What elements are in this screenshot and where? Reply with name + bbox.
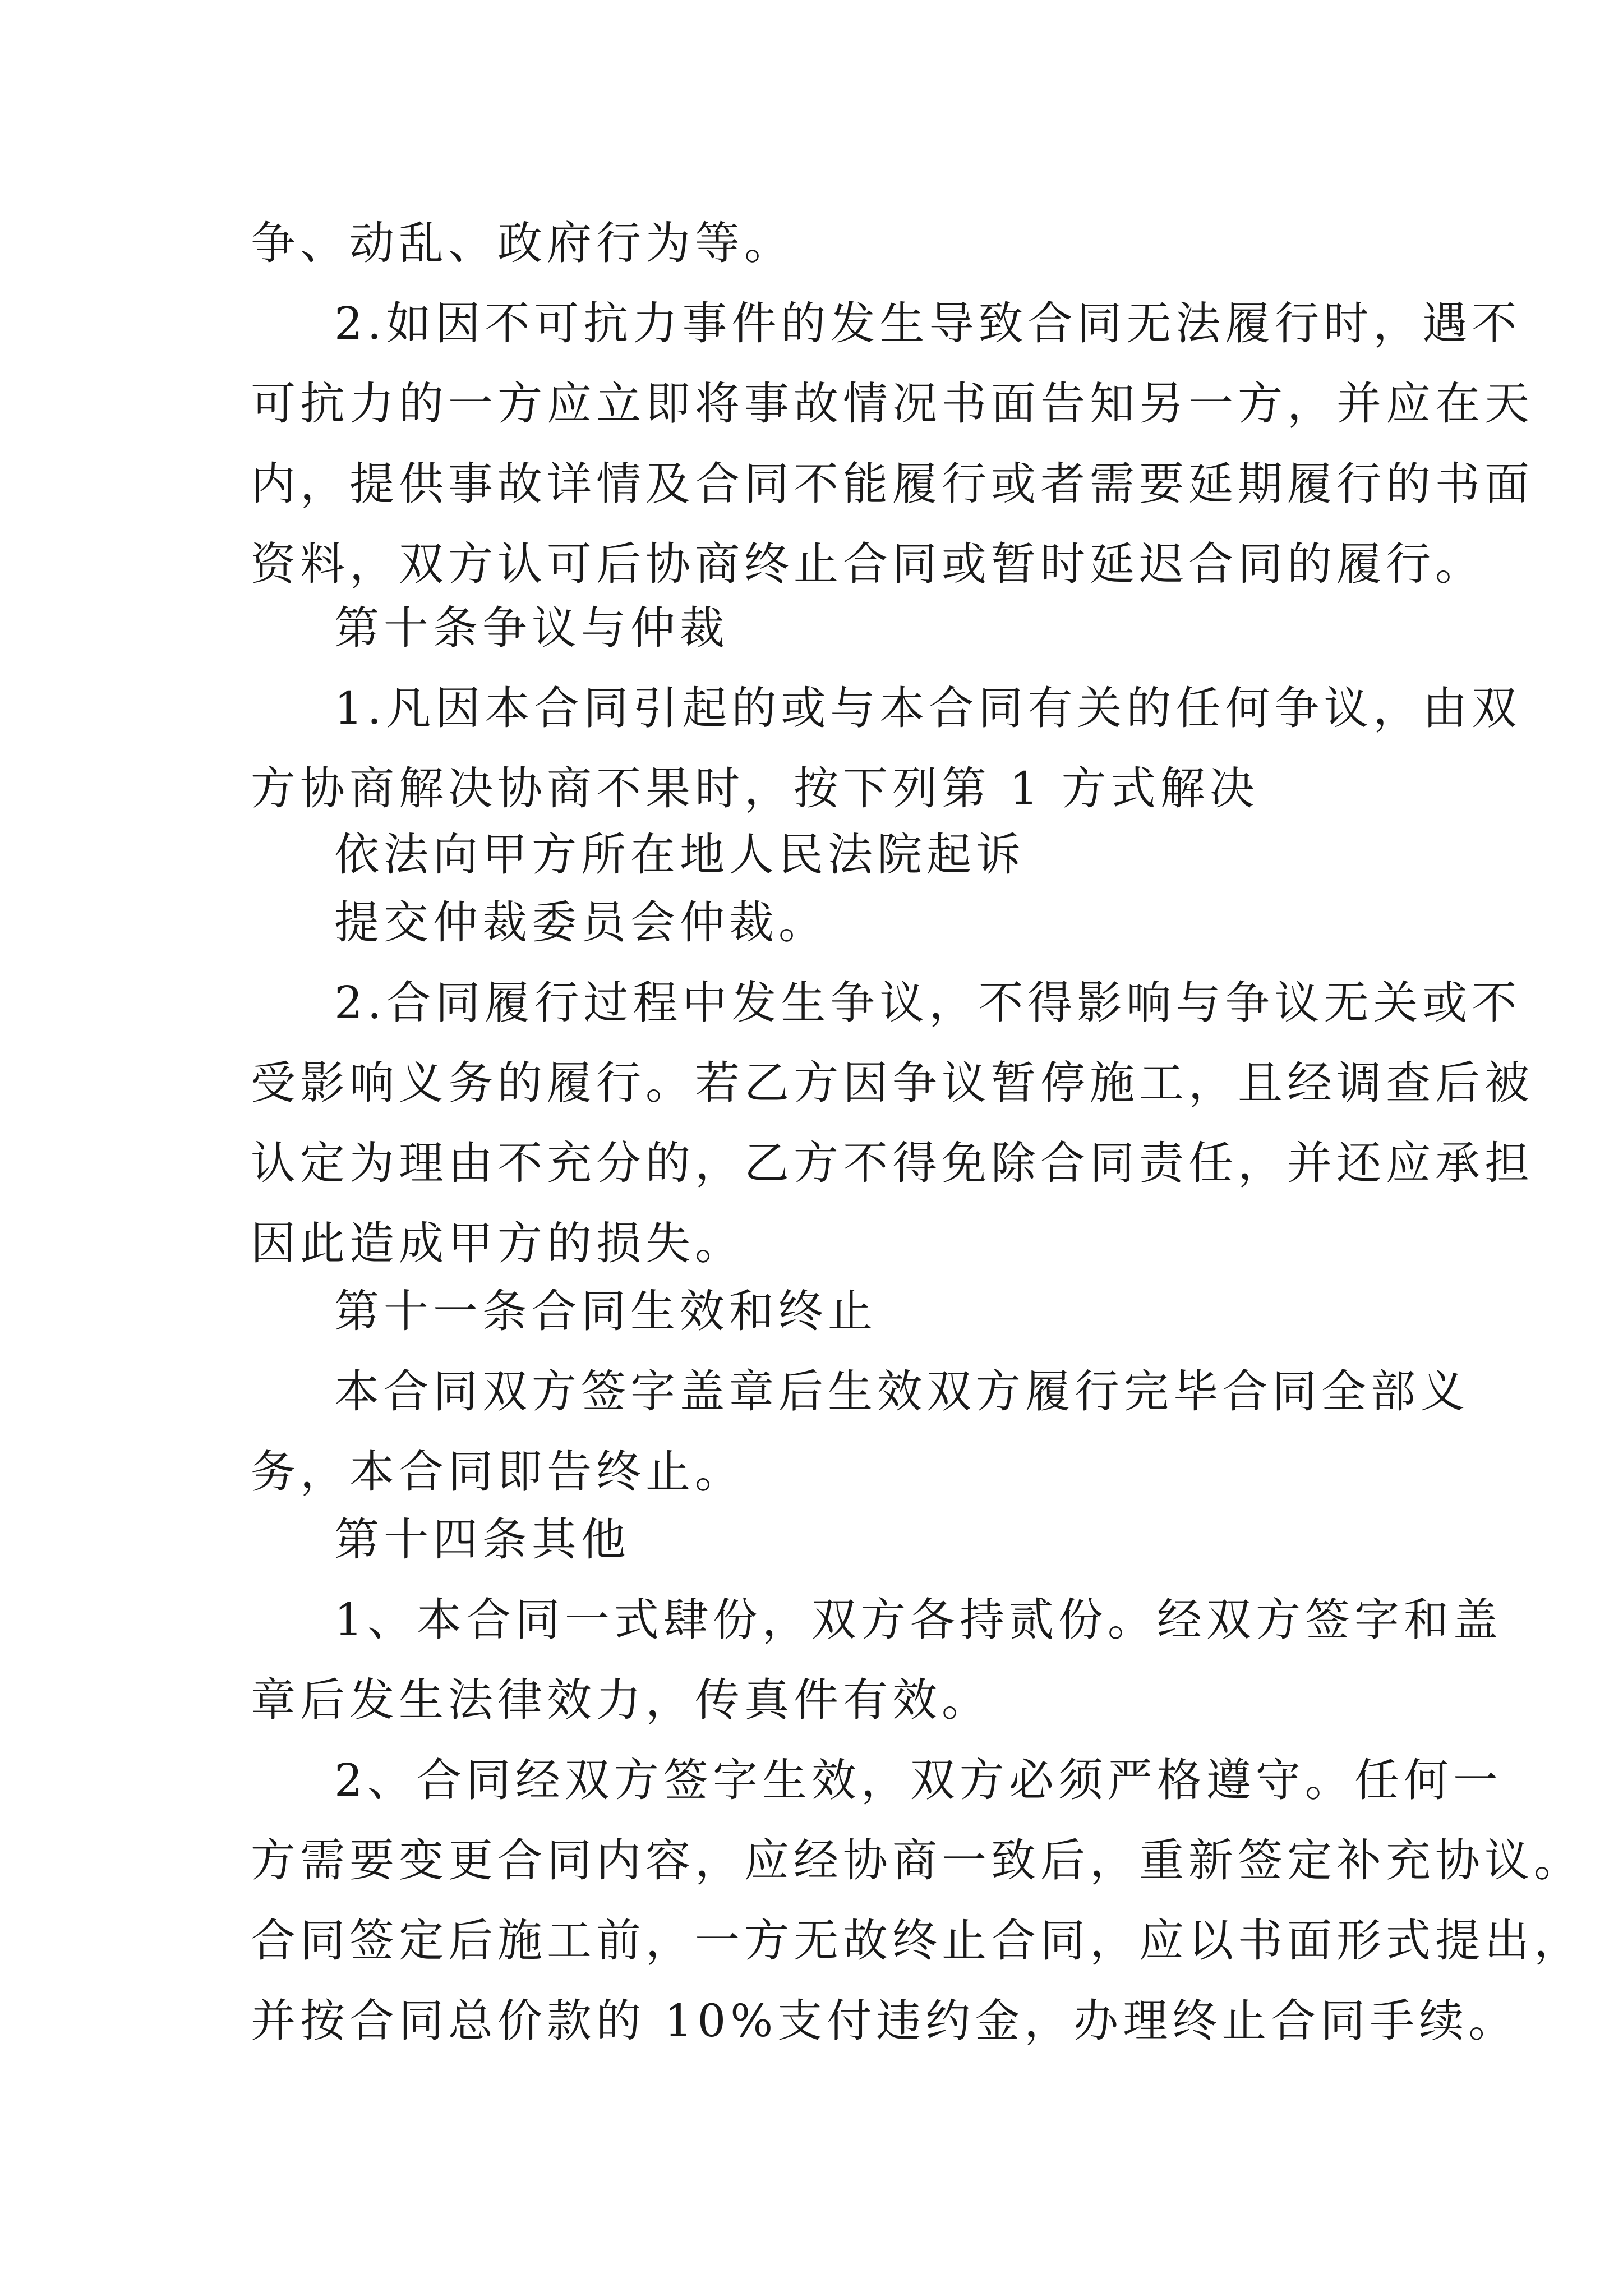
section-heading: 第十四条其他 [334, 1513, 630, 1566]
paragraph-line: 章后发生法律效力，传真件有效。 [251, 1674, 991, 1726]
paragraph-line: 1、本合同一式肆份，双方各持贰份。经双方签字和盖 [334, 1594, 1502, 1646]
paragraph-line: 内，提供事故详情及合同不能履行或者需要延期履行的书面 [251, 458, 1534, 510]
paragraph-line: 方需要变更合同内容，应经协商一致后，重新签定补充协议。 [251, 1834, 1583, 1887]
paragraph-line: 2.如因不可抗力事件的发生导致合同无法履行时，遇不 [334, 297, 1521, 349]
paragraph-line: 因此造成甲方的损失。 [251, 1217, 744, 1269]
paragraph-line: 1.凡因本合同引起的或与本合同有关的任何争议，由双 [334, 682, 1521, 734]
paragraph-line: 务，本合同即告终止。 [251, 1446, 744, 1498]
paragraph-line: 方协商解决协商不果时，按下列第 1 方式解决 [251, 762, 1259, 815]
paragraph-line: 合同签定后施工前，一方无故终止合同，应以书面形式提出， [251, 1915, 1583, 1967]
paragraph-line: 依法向甲方所在地人民法院起诉 [334, 829, 1025, 881]
paragraph-line: 资料，双方认可后协商终止合同或暂时延迟合同的履行。 [251, 538, 1484, 590]
paragraph-line: 受影响义务的履行。若乙方因争议暂停施工，且经调查后被 [251, 1057, 1534, 1109]
paragraph-line: 2、合同经双方签字生效，双方必须严格遵守。任何一 [334, 1754, 1502, 1806]
paragraph-line: 可抗力的一方应立即将事故情况书面告知另一方，并应在天 [251, 378, 1534, 430]
section-heading: 第十条争议与仲裁 [334, 602, 729, 654]
paragraph-line: 本合同双方签字盖章后生效双方履行完毕合同全部义 [334, 1365, 1469, 1418]
paragraph-line: 争、动乱、政府行为等。 [251, 217, 794, 269]
paragraph-line: 提交仲裁委员会仲裁。 [334, 896, 828, 949]
paragraph-line: 2.合同履行过程中发生争议，不得影响与争议无关或不 [334, 977, 1521, 1029]
section-heading: 第十一条合同生效和终止 [334, 1285, 877, 1337]
paragraph-line: 并按合同总价款的 10%支付违约金，办理终止合同手续。 [251, 1995, 1518, 2047]
paragraph-line: 认定为理由不充分的，乙方不得免除合同责任，并还应承担 [251, 1137, 1534, 1189]
